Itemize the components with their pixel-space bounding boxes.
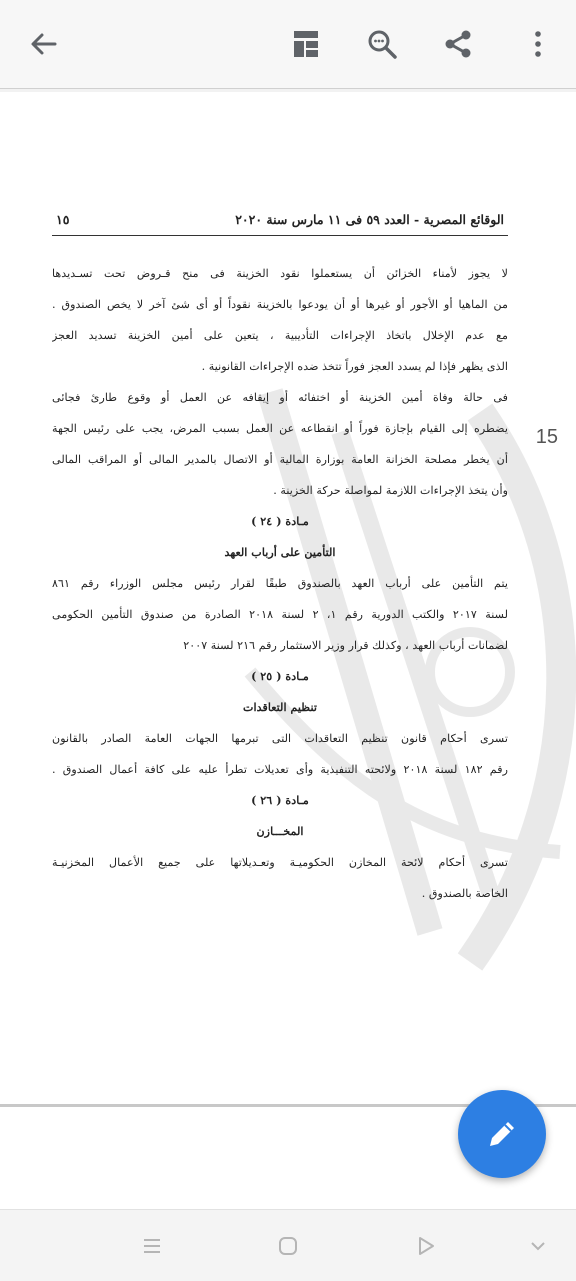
more-options-button[interactable] — [516, 22, 560, 66]
share-button[interactable] — [436, 22, 480, 66]
search-button[interactable] — [360, 22, 404, 66]
recent-apps-icon — [141, 1235, 163, 1257]
article-heading: مـادة ( ٢٤ ) — [251, 514, 309, 528]
header-title: الوقائع المصرية - العدد ٥٩ فى ١١ مارس سنة ٢٠٢٠ — [235, 212, 504, 227]
text-line: الخاصة بالصندوق . — [421, 887, 508, 900]
text-line: لضمانات أرباب العهد ، وكذلك قرار وزير الاستثمار رقم ٢١٦ لسنة ٢٠٠٧ — [183, 639, 508, 652]
header-page-number: ١٥ — [56, 212, 70, 227]
text-line: رقم ١٨٢ لسنة ٢٠١٨ ولائحته التنفيذية وأى تعديلات تطرأ عليه على كافة أعمال الصندوق . — [52, 763, 508, 776]
text-line: يتم التأمين على أرباب العهد بالصندوق طبقًا لقرار رئيس مجلس الوزراء رقم ٨٦١ — [52, 577, 508, 590]
back-button[interactable] — [22, 22, 66, 66]
section-title: تنظيم التعاقدات — [243, 700, 317, 714]
home-button[interactable] — [272, 1230, 304, 1262]
text-line: الذى يظهر فإذا لم يسدد العجز فوراً تتخذ ضده الإجراءات القانونية . — [201, 360, 508, 373]
edit-fab-button[interactable] — [458, 1090, 546, 1178]
document-body — [52, 236, 508, 909]
nav-back-button[interactable] — [410, 1230, 442, 1262]
more-vert-icon — [532, 29, 544, 59]
text-line: لسنة ٢٠١٧ والكتب الدورية رقم ١، ٢ لسنة ٢٠١٨ الصادرة من صندوق التأمين الحكومى — [52, 608, 508, 621]
hide-nav-button[interactable] — [522, 1230, 554, 1262]
text-line: لا يجوز لأمناء الخزائن أن يستعملوا نقود الخزينة فى منح قـروض تحت تسـديدها — [52, 267, 508, 280]
page-number-indicator: 15 — [535, 426, 558, 448]
text-line: تسرى أحكام لائحة المخازن الحكوميـة وتعـديلاتها على جميع الأعمال المخزنيـة — [52, 856, 508, 869]
text-line: وأن يتخذ الإجراءات اللازمة لمواصلة حركة الخزينة . — [273, 484, 508, 497]
page-layout-icon — [292, 29, 320, 59]
text-line: فى حالة وفاة أمين الخزينة أو اختفائه أو إيقافه عن العمل أو وقوع طارئ فجائى — [52, 391, 508, 404]
text-line: مع عدم الإخلال باتخاذ الإجراءات التأديبية ، يتعين على أمين الخزينة تسديد العجز — [52, 329, 508, 342]
document-content — [52, 212, 508, 909]
pencil-icon — [484, 1116, 520, 1152]
app-toolbar — [0, 0, 576, 89]
zoom-search-icon — [366, 28, 398, 60]
text-line: تسرى أحكام قانون تنظيم التعاقدات التى تبرمها الجهات العامة الصادر بالقانون — [52, 732, 508, 745]
page-layout-button[interactable] — [284, 22, 328, 66]
document-header — [52, 212, 508, 236]
text-line: من الماهيا أو الأجور أو غيرها أو أن يودعوا بالخزينة نقوداً أو أى شئ آخر لا يخص الصندوق . — [52, 298, 508, 311]
share-icon — [442, 28, 474, 60]
text-line: أن يخطر مصلحة الخزانة العامة بوزارة المالية أو الاتصال بالمدير المالى أو المراقب المالى — [52, 453, 508, 466]
document-page[interactable] — [0, 92, 576, 1104]
nav-back-icon — [415, 1235, 437, 1257]
arrow-left-icon — [29, 29, 59, 59]
home-icon — [277, 1235, 299, 1257]
recent-apps-button[interactable] — [136, 1230, 168, 1262]
system-nav-bar — [0, 1209, 576, 1281]
article-heading: مـادة ( ٢٥ ) — [251, 669, 309, 683]
text-line: يضطره إلى القيام بإجازة فوراً أو انقطاعه عن العمل بسبب المرض، يجب على رئيس الجهة — [52, 422, 508, 435]
chevron-down-icon — [529, 1237, 547, 1255]
article-heading: مـادة ( ٢٦ ) — [251, 793, 309, 807]
section-title: التأمين على أرباب العهد — [224, 545, 336, 559]
section-title: المخـــازن — [256, 824, 304, 838]
